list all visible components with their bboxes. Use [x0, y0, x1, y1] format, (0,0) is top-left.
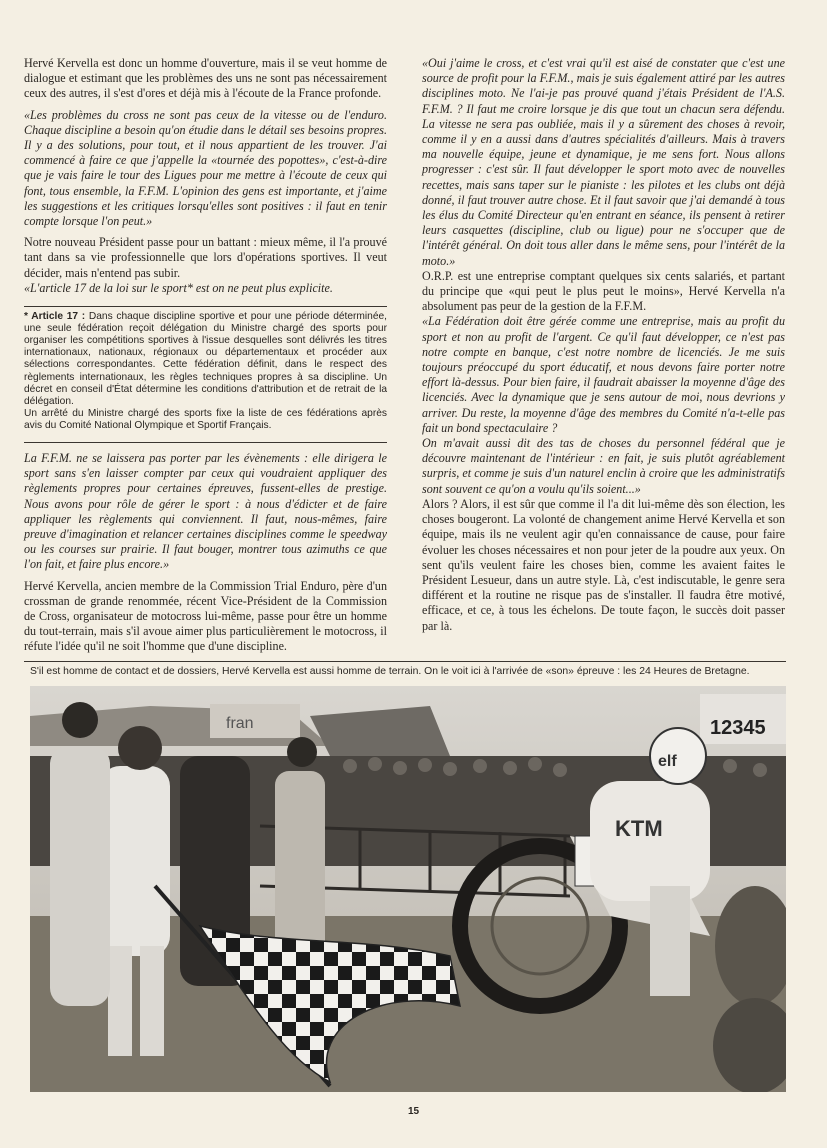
- right-paragraph-2: Alors ? Alors, il est sûr que comme il l'a dit lui-même dès son élection, les choses bougeront. La volonté de changement anime Hervé Kervella et son équipe, mais ils ne veulent agir qu'en connaissance de cause, pour faire évoluer les choses nécessaires et non pour jeter de la poudre aux yeux. On sent qu'ils veulent faire les choses bien, comme les avaient faites le Président Lesueur, dans un autre style. Là, c'est indiscutable, le genre sera différent et la routine ne risque pas de s'installer. Il faudra être motivé, efficace, et ce, à tous les échelons. De toute façon, le succès doit passer par là.: [422, 496, 785, 633]
- photo-caption: S'il est homme de contact et de dossiers, Hervé Kervella est aussi homme de terrain. On le voit ici à l'arrivée de «son» épreuve : les 24 Heures de Bretagne.: [30, 666, 750, 677]
- left-quote-1: «Les problèmes du cross ne sont pas ceux de la vitesse ou de l'enduro. Chaque discipline a besoin qu'on étudie dans le détail ses besoins propres. Il y a des solutions, pour tout, et il nous appartient de les trouver. J'ai commencé à faire ce que j'appelle la «tournée des popottes», c'est-à-dire que je vais faire le tour des Ligues pour me mettre à l'écoute de ceux qui font, tous ensemble, la F.F.M. L'opinion des gens est importante, et j'aime les suggestions et les critiques lorsqu'elles sont positives : il faut en tenir compte lorsque l'on peut.»: [24, 107, 387, 229]
- left-paragraph-1: Hervé Kervella est donc un homme d'ouverture, mais il se veut homme de dialogue et estimant que les problèmes des uns ne sont pas nécessairement ceux des autres, il s'est d'ores et déjà mis à l'écoute de la France profonde.: [24, 56, 387, 101]
- jersey-logo: KTM: [615, 816, 663, 841]
- left-column: [24, 56, 387, 661]
- right-quote-2: «La Fédération doit être gérée comme une entreprise, mais au profit du sport et non au profit de l'argent. Ce qu'il faut développer, ce n'est pas notre compte en banque, c'est notre nombre de licenciés. Je me suis toujours préoccupé du sport éducatif, et nous devons faire porter notre effort là-dessus. Pour bien faire, il faudrait abaisser la moyenne d'âge des licenciés. Avec la dynamique que je sens autour de moi, nous devrions y arriver. Du reste, la moyenne d'âge des membres du Comité n'a-t-elle pas fait un bond spectaculaire ?: [422, 314, 785, 435]
- tent-sign-text: fran: [226, 715, 254, 732]
- footnote-article-17: [24, 306, 387, 432]
- footnote-text-2: Un arrêté du Ministre chargé des sports fixe la liste de ces fédérations après avis du Comité National Olympique et Sportif Français.: [24, 407, 387, 431]
- caption-rule: [24, 661, 786, 662]
- left-quote-3: La F.F.M. ne se laissera pas porter par les évènements : elle dirigera le sport sans s'en laisser compter par ceux qui voudraient appliquer des règlements propres pour certaines épreuves, fussent-elles de prestige. Nous avons pour rôle de gérer le sport : à nous d'édicter et de faire appliquer les règlements qui conviennent. Il faut, nous-mêmes, faire preuve d'imagination et relancer certaines disciplines comme le speedway ou les courses sur prairie. Il faut bouger, montrer tous azimuths ce que l'on fait, et faire plus encore.»: [24, 450, 387, 572]
- right-paragraph-1: O.R.P. est une entreprise comptant quelques six cents salariés, et partant du principe que «qui peut le plus peut le moins», Hervé Kervella n'a absolument pas peur de la gestion de la F.F.M.: [422, 268, 785, 314]
- tent-sign: [210, 704, 300, 738]
- race-finish-photo: [30, 686, 786, 1092]
- left-paragraph-3: Hervé Kervella, ancien membre de la Commission Trial Enduro, père d'un crossman de grande renommée, récent Vice-Président de la Commission de Cross, organisateur de motocross lui-même, passe pour être un homme du tout-terrain, mais s'il avoue aimer plus particulièrement le motocross, il réfute l'idée qu'il ne soit l'homme que d'une discipline.: [24, 578, 387, 654]
- page-number: 15: [407, 1106, 420, 1117]
- right-quote-1: «Oui j'aime le cross, et c'est vrai qu'il est aisé de constater que c'est une source de profit pour la F.F.M., mais je suis également attiré par les autres disciplines moto. Ne l'ai-je pas prouvé quand j'étais Président de l'A.S. F.F.M. ? Il faut me croire lorsque je dis que tout un chacun sera défendu. La vitesse ne sera pas oubliée, mais il y a sûrement des choses à revoir, comme il y en a aussi dans d'autres spécialités d'ailleurs. Mais à travers ma nouvelle équipe, jeune et dynamique, je me sens fort. Nous allons progresser : c'est sûr. Il faut développer le sport moto avec de nouvelles recettes, mais sans taper sur le pianiste : les pilotes et les clubs ont déjà donné, il faut trouver autre chose. Et il faut savoir que j'ai demandé à tous les élus du Comité Directeur qu'en entrant en séance, ils pensent à retirer leurs casquettes (discipline, club ou ligue) pour ne s'occuper que de l'intérêt général. On doit tous aller dans le même sens, pour l'intérêt de la moto.»: [422, 56, 785, 268]
- right-quote-3: On m'avait aussi dit des tas de choses du personnel fédéral que je découvre maintenant de l'intérieur : en fait, je suis plutôt agréablement surpris, et comme je suis d'un naturel enclin à croire que les administratifs sont souvent ce qu'on a voulu qu'ils soient...»: [422, 436, 785, 496]
- left-paragraph-2: Notre nouveau Président passe pour un battant : mieux même, il l'a prouvé tant dans sa vie professionnelle que lors d'opérations sportives. Il veut décider, mais n'entend pas subir.: [24, 235, 387, 280]
- banner-numbers: 12345: [710, 717, 766, 739]
- footnote-text: Dans chaque discipline sportive et pour une période déterminée, une seule fédération reçoit délégation du Ministre chargé des sports pour organiser les compétitions sportives à l'issue desquelles sont délivrés les titres internationaux, nationaux, régionaux ou départementaux et procéder aux sélections correspondantes. Cette fédération définit, dans le respect des règlements internationaux, les règles techniques propres à sa discipline. Un décret en conseil d'État détermine les conditions d'attribution et de retrait de la délégation.: [24, 311, 387, 407]
- footnote-label: * Article 17 :: [24, 311, 86, 323]
- footnote-divider: [24, 442, 387, 443]
- right-column: [422, 56, 785, 640]
- helmet-logo: elf: [658, 753, 677, 770]
- left-quote-2: «L'article 17 de la loi sur le sport* est on ne peut plus explicite.: [24, 280, 333, 295]
